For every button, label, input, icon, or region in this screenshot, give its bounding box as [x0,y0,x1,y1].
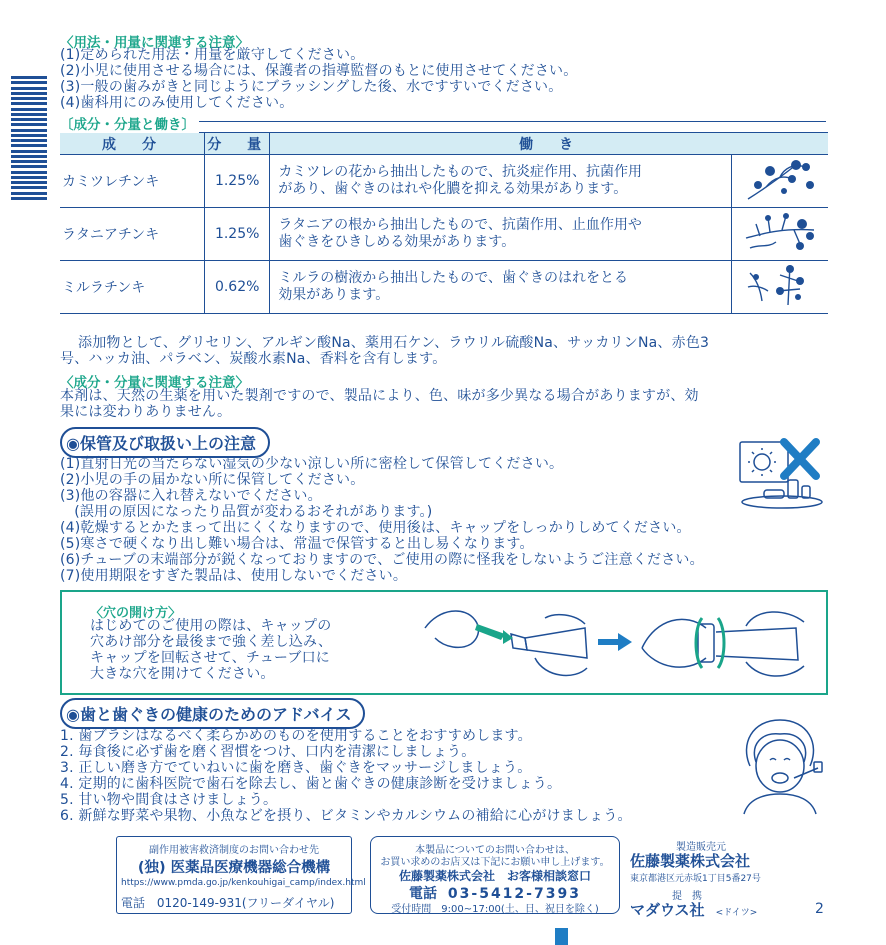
action-line-2: 歯ぐきをひきしめる効果があります。 [278,234,516,250]
ingredients-table [60,132,828,314]
table-row [60,155,828,208]
registration-mark [555,928,568,945]
maker-address: 東京都港区元赤坂1丁目5番27号 [630,874,761,884]
relief-phone-row [121,894,334,911]
myrrh-illustration-icon [732,261,828,314]
opening-line-3: キャップを回転させて、チューブ口に [90,650,330,666]
inquiry-hours: 受付時間 9:00~17:00(土、日、祝日を除く) [391,904,599,915]
action-line-2: があり、歯ぐきのはれや化膿を抑える効果があります。 [278,181,628,197]
storage-item-6: (6)チューブの末端部分が鋭くなっておりますので、ご使用の際に怪我をしないようご注意ください。 [60,552,704,568]
inquiry-company: 佐藤製薬株式会社 お客様相談窓口 [398,869,591,883]
ingredients-heading: 〔成分・分量と働き〕 [60,113,199,133]
usage-note-4: (4)歯科用にのみ使用してください。 [60,95,294,111]
chamomile-illustration-icon [732,155,828,208]
advice-item-1: 1. 歯ブラシはなるべく柔らかめのものを使用することをおすすめします。 [60,728,532,744]
partner-row [630,899,757,920]
page-number: 2 [815,901,824,917]
col-header-amount: 分 量 [205,133,270,155]
ingredient-amount: 0.62% [205,261,270,314]
storage-item-3-note: (誤用の原因になったり品質が変わるおそれがあります。) [60,504,433,520]
storage-item-4: (4)乾燥するとかたまって出にくくなりますので、使用後は、キャップをしっかりしめてください。 [60,520,691,536]
ingredient-amount: 1.25% [205,208,270,261]
additives-line-2: 号、ハッカ油、パラベン、炭酸水素Na、香料を含有します。 [60,351,447,367]
partner-role: 提 携 [672,891,702,902]
ingredient-name: ミルラチンキ [60,261,205,314]
partner-country: <ドイツ> [715,908,758,918]
partner-name: マダウス社 [630,901,705,919]
storage-item-5: (5)寒さで硬くなり出し難い場合は、常温で保管すると出し易くなります。 [60,536,534,552]
storage-heading: ◉保管及び取扱い上の注意 [60,427,270,458]
usage-note-1: (1)定められた用法・用量を厳守してください。 [60,47,365,63]
advice-item-3: 3. 正しい磨き方でていねいに歯を磨き、歯ぐきをマッサージしましょう。 [60,760,532,776]
advice-item-5: 5. 甘い物や間食はさけましょう。 [60,792,278,808]
inquiry-line-2: お買い求めのお店又は下記にお願い申し上げます。 [380,857,610,868]
storage-item-1: (1)直射日光の当たらない湿気の少ない涼しい所に密栓して保管してください。 [60,456,564,472]
usage-notes-heading: 〈用法・用量に関連する注意〉 [60,35,249,51]
col-header-ingredient: 成 分 [60,133,205,155]
maker-name: 佐藤製薬株式会社 [630,852,751,870]
ingredient-action [270,208,732,261]
opening-line-2: 穴あけ部分を最後まで強く差し込み、 [90,634,333,650]
action-line-1: ラタニアの根から抽出したもので、抗菌作用、止血作用や [278,217,642,233]
cap-rotate-illustration-icon [636,598,816,688]
storage-item-7: (7)使用期限をすぎた製品は、使用しないでください。 [60,568,408,584]
additives-line-1: 添加物として、グリセリン、アルギン酸Na、薬用石ケン、ラウリル硫酸Na、サッカリンNa、赤色3 [78,335,710,351]
arrow-right-icon [598,632,632,656]
action-line-1: カミツレの花から抽出したもので、抗炎症作用、抗菌作用 [278,164,643,180]
advice-item-6: 6. 新鮮な野菜や果物、小魚などを摂り、ビタミンやカルシウムの補給に心がけましょう。 [60,808,632,824]
ingredient-name: ラタニアチンキ [60,208,205,261]
ingredient-notes-line-2: 果には変わりありません。 [60,404,232,420]
advice-item-4: 4. 定期的に歯科医院で歯石を除去し、歯と歯ぐきの健康診断を受けましょう。 [60,776,562,792]
ingredient-name: カミツレチンキ [60,155,205,208]
maker-role: 製造販売元 [676,842,726,853]
ratanhia-illustration-icon [732,208,828,261]
barcode [11,76,47,200]
inquiry-phone[interactable]: 03-5412-7393 [447,886,581,902]
usage-note-3: (3)一般の歯みがきと同じようにブラッシングした後、水ですすいでください。 [60,79,563,95]
opening-heading: 〈穴の開け方〉 [90,606,182,621]
advice-item-2: 2. 毎食後に必ず歯を磨く習慣をつけ、口内を清潔にしましょう。 [60,744,476,760]
col-header-action: 働 き [270,133,828,155]
action-line-2: 効果があります。 [278,287,390,303]
ingredients-table-header [60,133,828,155]
opening-line-4: 大きな穴を開けてください。 [90,666,275,682]
brushing-girl-illustration-icon [734,714,826,818]
ingredient-notes-line-1: 本剤は、天然の生薬を用いた製剤ですので、製品により、色、味が多少異なる場合がありますが、効 [60,388,699,404]
inquiry-box [370,836,620,914]
table-row [60,261,828,314]
relief-title: 副作用被害救済制度のお問い合わせ先 [149,845,319,856]
inquiry-phone-label: 電話 [409,886,438,902]
usage-note-2: (2)小児に使用させる場合には、保護者の指導監督のもとに使用させてください。 [60,63,578,79]
ingredient-action [270,155,732,208]
storage-illustration-icon [728,436,824,516]
ingredient-notes-heading: 〈成分・分量に関連する注意〉 [60,375,249,391]
storage-item-2: (2)小児の手の届かない所に保管してください。 [60,472,365,488]
table-row [60,208,828,261]
ingredient-amount: 1.25% [205,155,270,208]
storage-item-3: (3)他の容器に入れ替えないでください。 [60,488,322,504]
relief-phone[interactable]: 0120-149-931(フリーダイヤル) [156,896,335,910]
advice-heading: ◉歯と歯ぐきの健康のためのアドバイス [60,698,365,729]
cap-piercing-illustration-icon [415,598,595,688]
opening-line-1: はじめてのご使用の際は、キャップの [90,618,332,634]
relief-url[interactable]: https://www.pmda.go.jp/kenkouhigai_camp/index.html [121,878,366,888]
relief-phone-label: 電話 [121,896,146,910]
relief-org: (独) 医薬品医療機器総合機構 [137,860,331,876]
relief-system-box [116,836,366,914]
ingredient-action [270,261,732,314]
action-line-1: ミルラの樹液から抽出したもので、歯ぐきのはれをとる [278,270,629,286]
inquiry-line-1: 本製品についてのお問い合わせは、 [415,845,575,856]
